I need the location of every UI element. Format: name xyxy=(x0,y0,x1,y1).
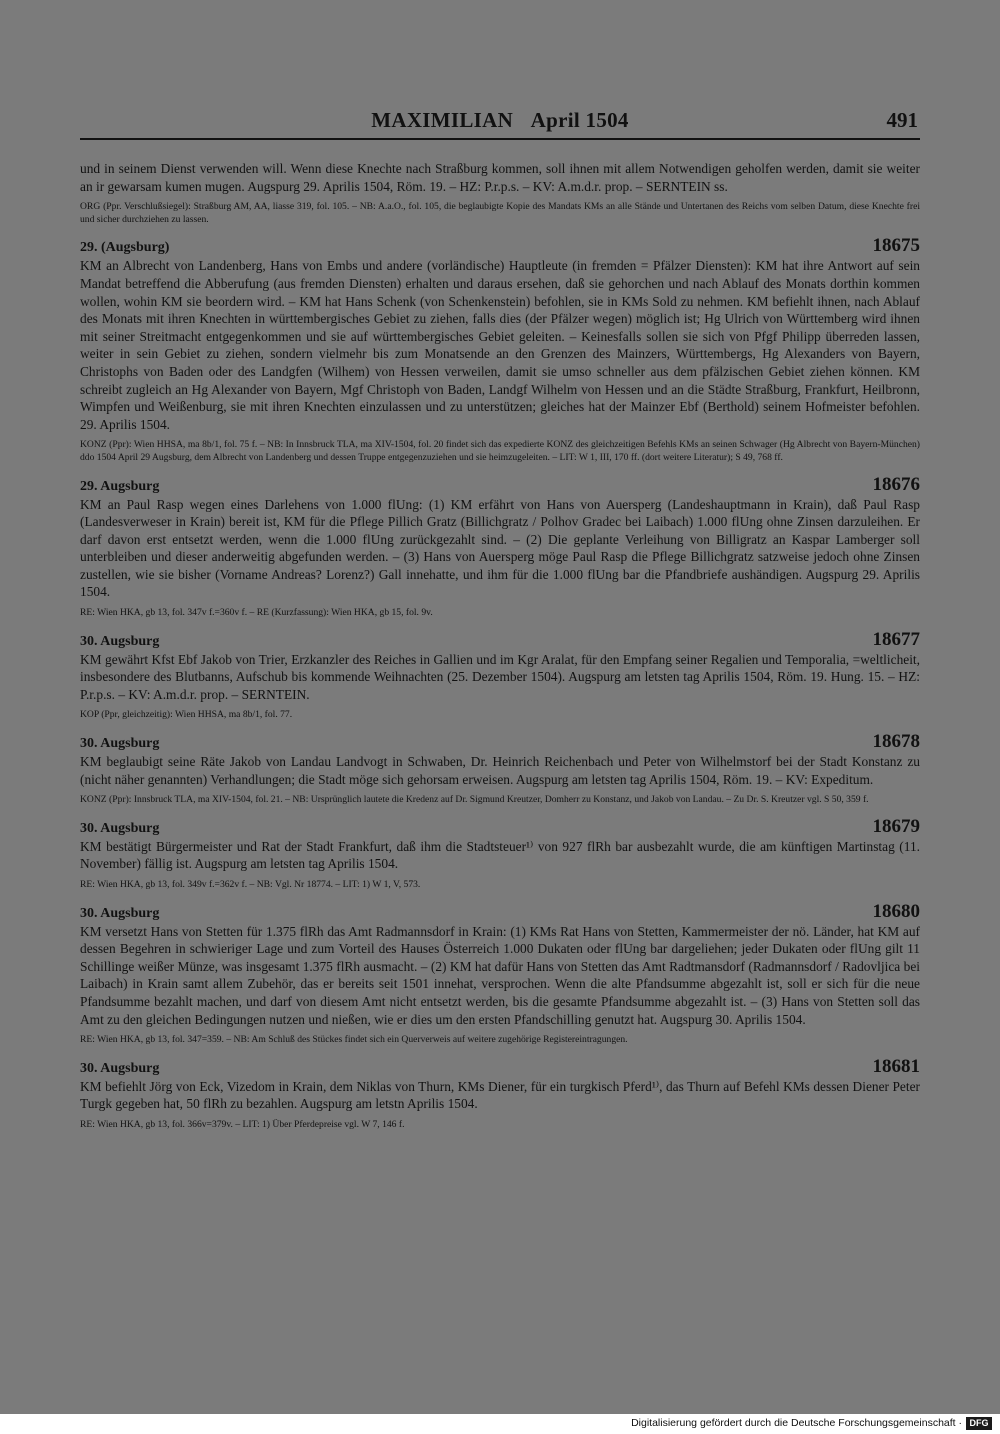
entry-date-place: 30. Augsburg xyxy=(80,633,160,649)
entry-note: RE: Wien HKA, gb 13, fol. 347v f.=360v f. – RE (Kurzfassung): Wien HKA, gb 15, fol. 9v. xyxy=(80,607,433,619)
entry-heading xyxy=(80,628,920,651)
running-title xyxy=(80,108,920,133)
entry-note: KOP (Ppr, gleichzeitig): Wien HHSA, ma 8b/1, fol. 77. xyxy=(80,709,293,721)
entry-note: RE: Wien HKA, gb 13, fol. 347=359. – NB: Am Schluß des Stückes findet sich ein Querverweis auf weitere zugehörige Registereintragungen. xyxy=(80,1034,628,1046)
entry-18679 xyxy=(80,815,920,892)
entry-18677 xyxy=(80,628,920,722)
intro-note: ORG (Ppr. Verschlußsiegel): Straßburg AM, AA, liasse 319, fol. 105. – NB: A.a.O., fol. 105, die beglaubigte Kopie des Mandats KMs an alle Stände und Untertanen des Reichs vom selben Datum, diese Knechte frei und sicher durchziehen zu lassen. xyxy=(80,201,920,225)
entry-text: KM an Paul Rasp wegen eines Darlehens von 1.000 flUng: (1) KM erfährt von Hans von Auersperg (Landeshauptmann in Krain), daß Paul Rasp (Landesverweser in Krain) bereit ist, KM für die Pflege Pillich Gratz (Billichgratz / Polhov Gradec bei Laibach) 1.000 flUng ohne Zinsen darzuleihen. Er darf davon erst entsetzt werden, wenn die 1.000 flUng zurückgezahlt sind. – (2) Die geplante Verleihung von Billigratz an Kaspar Lamberger soll unterbleiben und dieser anderweitig abgefunden werden. – (3) Hans von Auersperg möge Paul Rasp die Pflege Billichgratz satzweise jedoch ohne Zinsen zustellen, wie sie bisher (Vorname Andreas? Lorenz?) Gall innehatte, und ihm für die 1.000 flUng bar die Pfandbriefe aushändigen. Augspurg 29. Aprilis 1504. xyxy=(80,496,920,600)
entry-heading xyxy=(80,237,920,257)
entry-heading xyxy=(80,1055,920,1078)
entry-note: KONZ (Ppr): Innsbruck TLA, ma XIV-1504, fol. 21. – NB: Ursprünglich lautete die Kredenz auf Dr. Sigmund Kreutzer, Domherr zu Konstanz, und Jakob von Landau. – Zu Dr. S. Kreutzer vgl. S 50, 359 f. xyxy=(80,794,869,806)
entry-18681 xyxy=(80,1055,920,1132)
entry-date-place: 29. (Augsburg) xyxy=(80,240,170,256)
running-title-date: April 1504 xyxy=(530,108,629,132)
entry-number: 18676 xyxy=(872,473,920,495)
entry-text: KM befiehlt Jörg von Eck, Vizedom in Krain, dem Niklas von Thurn, KMs Diener, für ein turgkisch Pferd¹⁾, das Thurn auf Befehl KMs dessen Diener Peter Turgk gegeben hat, 50 flRh zu bezahlen. Augspurg am letstn Aprilis 1504. xyxy=(80,1078,920,1112)
running-title-name: MAXIMILIAN xyxy=(371,108,514,132)
entry-number: 18677 xyxy=(872,628,920,650)
entry-heading xyxy=(80,900,920,923)
entry-text: KM beglaubigt seine Räte Jakob von Landau Landvogt in Schwaben, Dr. Heinrich Reichenbach und Peter von Wilhelmstorf bei der Stadt Konstanz zu (nicht näher genannten) Verhandlungen; die Stadt möge sich gehorsam erweisen. Augspurg am letsten tag Aprilis 1504, Röm. 19. – KV: Expeditum. xyxy=(80,754,920,787)
entry-number: 18675 xyxy=(872,235,920,257)
entry-heading xyxy=(80,733,920,753)
funding-notice: Digitalisierung gefördert durch die Deutsche Forschungsgemeinschaft · xyxy=(631,1417,962,1429)
entry-18680 xyxy=(80,900,920,1047)
entry-text: KM an Albrecht von Landenberg, Hans von Embs und andere (vorländische) Hauptleute (in fremden = Pfälzer Diensten): KM hat ihre Antwort auf sein Mandat betreffend die Abberufung (aus fremden Diensten) erhalten und daraus ersehen, daß sie gehorchen und nach Ablauf des Monats dorthin kommen wollen, wohin KM sie beordern wird. – KM hat Hans Schenk (von Schenkenstein) befohlen, sie in KMs Sold zu nehmen. KM befiehlt ihnen, nach Ablauf des Monats mit ihren Knechten in württembergisches Gebiet zu ziehen, falls dies (der Pfälzer wegen) möglich ist; Hg Ulrich von Württemberg wird ihnen mit seiner Streitmacht entgegenkommen und sie auf württembergisches Gebiet geleiten. – Keinesfalls sollen sie sich von Pfgf Philipp überreden lassen, weiter in sein Gebiet zu ziehen, sondern vielmehr bis zum Monatsende an den Grenzen des Mainzers, Württembergs, Hg Alexanders von Bayern, Christophs von Baden oder des Landgfen (Wilhem) von Hessen verweilen, damit sie umso schneller aus dem pfälzischen Gebiet ziehen können. KM schreibt zugleich an Hg Alexander von Bayern, Mgf Christoph von Baden, Landgf Wilhelm von Hessen und an die Städte Straßburg, Frankfurt, Heilbronn, Wimpfen und Weißenburg, sie mit ihren Knechten einzulassen und zu unterstützen; gleiches hat der Mainzer Ebf (Berthold) seinem Hofmeister befohlen. 29. Aprilis 1504. xyxy=(80,258,920,432)
entry-18675 xyxy=(80,237,920,464)
page-number: 491 xyxy=(886,108,918,132)
entry-note: KONZ (Ppr): Wien HHSA, ma 8b/1, fol. 75 f. – NB: In Innsbruck TLA, ma XIV-1504, fol. 20 findet sich das expedierte KONZ des gleichzeitigen Befehls KMs an seinen Schwager (Hg Albrecht von Bayern-München) ddo 1504 April 29 Augsburg, dem Albrecht von Landenberg und dessen Truppe entgegenzuziehen und sie heimzugeleiten. – LIT: W 1, III, 170 ff. (dort weitere Literatur); S 49, 768 ff. xyxy=(80,439,920,463)
page-header xyxy=(80,108,920,140)
entry-date-place: 30. Augsburg xyxy=(80,736,160,752)
entry-text: KM gewährt Kfst Ebf Jakob von Trier, Erzkanzler des Reiches in Gallien und im Kgr Aralat, für den Empfang seiner Regalien und Temporalia, =weltlicheit, insbesondere des Blutbanns, Aufschub bis kommende Weihnachten (25. Dezember 1504). Augspurg am letsten tag Aprilis 1504, Röm. 19. Hung. 15. – HZ: P.r.p.s. – KV: A.m.d.r. prop. – SERNTEIN. xyxy=(80,651,920,702)
entry-note: RE: Wien HKA, gb 13, fol. 366v=379v. – LIT: 1) Über Pferdepreise vgl. W 7, 146 f. xyxy=(80,1118,405,1130)
entry-date-place: 30. Augsburg xyxy=(80,1060,160,1076)
entry-date-place: 29. Augsburg xyxy=(80,478,160,494)
entry-number: 18680 xyxy=(872,900,920,922)
entry-heading xyxy=(80,473,920,496)
entry-date-place: 30. Augsburg xyxy=(80,905,160,921)
entry-number: 18681 xyxy=(872,1055,920,1077)
entry-heading xyxy=(80,815,920,838)
entry-number: 18678 xyxy=(872,731,920,753)
dfg-logo-icon: DFG xyxy=(966,1417,992,1430)
entry-18676 xyxy=(80,473,920,620)
entry-note: RE: Wien HKA, gb 13, fol. 349v f.=362v f. – NB: Vgl. Nr 18774. – LIT: 1) W 1, V, 573. xyxy=(80,879,421,890)
entry-text: KM versetzt Hans von Stetten für 1.375 flRh das Amt Radmannsdorf in Krain: (1) KMs Rat Hans von Stetten, Kammermeister der nö. Länder, hat KM auf dessen Begehren in schwieriger Lage und zum Vorteil des Hauses Österreich 1.000 Dukaten oder flUng bar dargeliehen; jeder Dukaten oder flUng gilt 11 Schillinge weißer Münze, was insgesamt 1.375 flRh ausmacht. – (2) KM hat dafür Hans von Stetten das Amt Radtmansdorf (Radmannsdorf / Radovljica bei Laibach) in Krain samt allem Zubehör, das er bereits seit 1501 innehat, versprochen. Wenn die alte Pfandsumme abgezahlt ist, soll er sich für die neue Pfandsumme bezahlt machen, und darf von diesem Amt nicht entsetzt werden, bis die gesamte Pfandsumme abgezahlt ist. – (3) Hans von Stetten soll das Amt zu den gleichen Bedingungen nutzen und nießen, wie er dies um den ersten Pfandschilling genutzt hat. Augspurg 30. Aprilis 1504. xyxy=(80,923,920,1027)
intro-block xyxy=(80,160,920,226)
entry-text: KM bestätigt Bürgermeister und Rat der Stadt Frankfurt, daß ihm die Stadtsteuer¹⁾ von 927 flRh bar ausbezahlt wurde, die am künftigen Martinstag (11. November) fällig ist. Augspurg am letsten tag Aprilis 1504. xyxy=(80,838,920,872)
dfg-footer xyxy=(0,1414,1000,1434)
page-content xyxy=(80,160,920,1132)
entry-number: 18679 xyxy=(872,815,920,837)
entry-18678 xyxy=(80,733,920,807)
entry-date-place: 30. Augsburg xyxy=(80,820,160,836)
intro-text: und in seinem Dienst verwenden will. Wenn diese Knechte nach Straßburg kommen, soll ihnen mit allem Notwendigen geholfen werden, damit sie weiter an ir gewarsam kumen mugen. Augspurg 29. Aprilis 1504, Röm. 19. – HZ: P.r.p.s. – KV: A.m.d.r. prop. – SERNTEIN ss. xyxy=(80,161,920,194)
